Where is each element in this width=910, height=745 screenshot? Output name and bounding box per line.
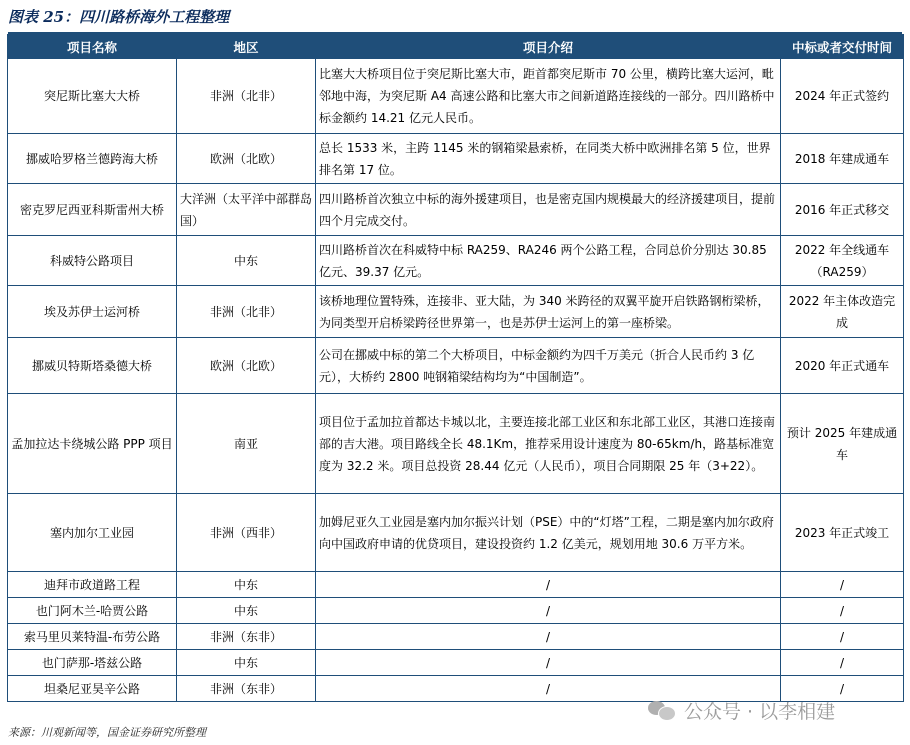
project-name: 塞内加尔工业园 <box>8 494 177 572</box>
watermark <box>648 697 835 723</box>
project-region: 非洲（东非） <box>177 676 316 702</box>
project-time: 2024 年正式签约 <box>781 59 904 134</box>
table-row <box>8 624 904 650</box>
project-time: 2023 年正式竣工 <box>781 494 904 572</box>
project-intro: 加姆尼亚久工业园是塞内加尔振兴计划（PSE）中的“灯塔”工程，二期是塞内加尔政府向中国政府申请的优贷项目，建设投资约 1.2 亿美元，规划用地 30.6 万平方米。 <box>316 494 781 572</box>
project-name: 迪拜市政道路工程 <box>8 572 177 598</box>
project-time: 2018 年建成通车 <box>781 134 904 184</box>
table-row <box>8 650 904 676</box>
table-row <box>8 494 904 572</box>
project-region: 南亚 <box>177 394 316 494</box>
project-region: 大洋洲（太平洋中部群岛国） <box>177 184 316 236</box>
header-time: 中标或者交付时间 <box>781 35 904 59</box>
project-time: / <box>781 598 904 624</box>
table-row <box>8 184 904 236</box>
project-intro: 项目位于孟加拉首都达卡城以北，主要连接北部工业区和东北部工业区，其港口连接南部的吉大港。项目路线全长 48.1Km，推荐采用设计速度为 80-65km/h，路基标准宽度为 32.2 米。项目总投资 28.44 亿元（人民币），项目合同期限 25 年（3+22）。 <box>316 394 781 494</box>
project-intro: / <box>316 624 781 650</box>
header-project-name: 项目名称 <box>8 35 177 59</box>
project-intro: / <box>316 676 781 702</box>
project-time: / <box>781 676 904 702</box>
project-intro: 公司在挪威中标的第二个大桥项目，中标金额约为四千万美元（折合人民币约 3 亿元），大桥约 2800 吨钢箱梁结构均为“中国制造”。 <box>316 338 781 394</box>
table-row <box>8 394 904 494</box>
project-time: / <box>781 572 904 598</box>
project-name: 埃及苏伊士运河桥 <box>8 286 177 338</box>
table-row <box>8 598 904 624</box>
project-name: 也门阿木兰-哈贾公路 <box>8 598 177 624</box>
table-row <box>8 59 904 134</box>
project-region: 非洲（北非） <box>177 59 316 134</box>
wechat-icon <box>648 699 676 721</box>
project-name: 坦桑尼亚昊辛公路 <box>8 676 177 702</box>
figure-title: 图表 25：四川路桥海外工程整理 <box>8 8 230 26</box>
project-name: 索马里贝莱特温-布劳公路 <box>8 624 177 650</box>
project-intro: 总长 1533 米，主跨 1145 米的钢箱梁悬索桥，在同类大桥中欧洲排名第 5 位，世界排名第 17 位。 <box>316 134 781 184</box>
project-time: 2016 年正式移交 <box>781 184 904 236</box>
project-region: 欧洲（北欧） <box>177 134 316 184</box>
project-name: 挪威贝特斯塔桑德大桥 <box>8 338 177 394</box>
project-name: 科威特公路项目 <box>8 236 177 286</box>
table-row <box>8 134 904 184</box>
project-region: 中东 <box>177 650 316 676</box>
source-note: 来源：川观新闻等，国金证券研究所整理 <box>8 726 206 739</box>
project-region: 欧洲（北欧） <box>177 338 316 394</box>
project-intro: / <box>316 650 781 676</box>
project-time: 2022 年主体改造完成 <box>781 286 904 338</box>
projects-table <box>7 34 904 702</box>
project-time: 2022 年全线通车（RA259） <box>781 236 904 286</box>
project-region: 非洲（西非） <box>177 494 316 572</box>
project-time: / <box>781 650 904 676</box>
project-name: 密克罗尼西亚科斯雷州大桥 <box>8 184 177 236</box>
table-row <box>8 338 904 394</box>
project-time: 2020 年正式通车 <box>781 338 904 394</box>
header-region: 地区 <box>177 35 316 59</box>
project-intro: / <box>316 598 781 624</box>
project-time: 预计 2025 年建成通车 <box>781 394 904 494</box>
project-intro: 四川路桥首次在科威特中标 RA259、RA246 两个公路工程，合同总价分别达 30.85 亿元、39.37 亿元。 <box>316 236 781 286</box>
project-region: 中东 <box>177 236 316 286</box>
project-region: 非洲（东非） <box>177 624 316 650</box>
project-region: 中东 <box>177 598 316 624</box>
project-intro: 该桥地理位置特殊，连接非、亚大陆，为 340 米跨径的双翼平旋开启铁路钢桁梁桥，为同类型开启桥梁跨径世界第一，也是苏伊士运河上的第一座桥梁。 <box>316 286 781 338</box>
table-row <box>8 286 904 338</box>
project-region: 中东 <box>177 572 316 598</box>
project-time: / <box>781 624 904 650</box>
project-name: 挪威哈罗格兰德跨海大桥 <box>8 134 177 184</box>
watermark-text: 公众号 · 以李相建 <box>684 700 836 723</box>
project-region: 非洲（北非） <box>177 286 316 338</box>
project-intro: 比塞大大桥项目位于突尼斯比塞大市，距首都突尼斯市 70 公里，横跨比塞大运河，毗邻地中海，为突尼斯 A4 高速公路和比塞大市之间新道路连接线的一部分。四川路桥中标金额约 14.21 亿元人民币。 <box>316 59 781 134</box>
project-name: 突尼斯比塞大大桥 <box>8 59 177 134</box>
table-row <box>8 572 904 598</box>
project-intro: 四川路桥首次独立中标的海外援建项目，也是密克国内规模最大的经济援建项目，提前四个月完成交付。 <box>316 184 781 236</box>
table-header-row <box>8 35 904 59</box>
project-name: 孟加拉达卡绕城公路 PPP 项目 <box>8 394 177 494</box>
header-intro: 项目介绍 <box>316 35 781 59</box>
project-intro: / <box>316 572 781 598</box>
table-row <box>8 236 904 286</box>
project-name: 也门萨那-塔兹公路 <box>8 650 177 676</box>
